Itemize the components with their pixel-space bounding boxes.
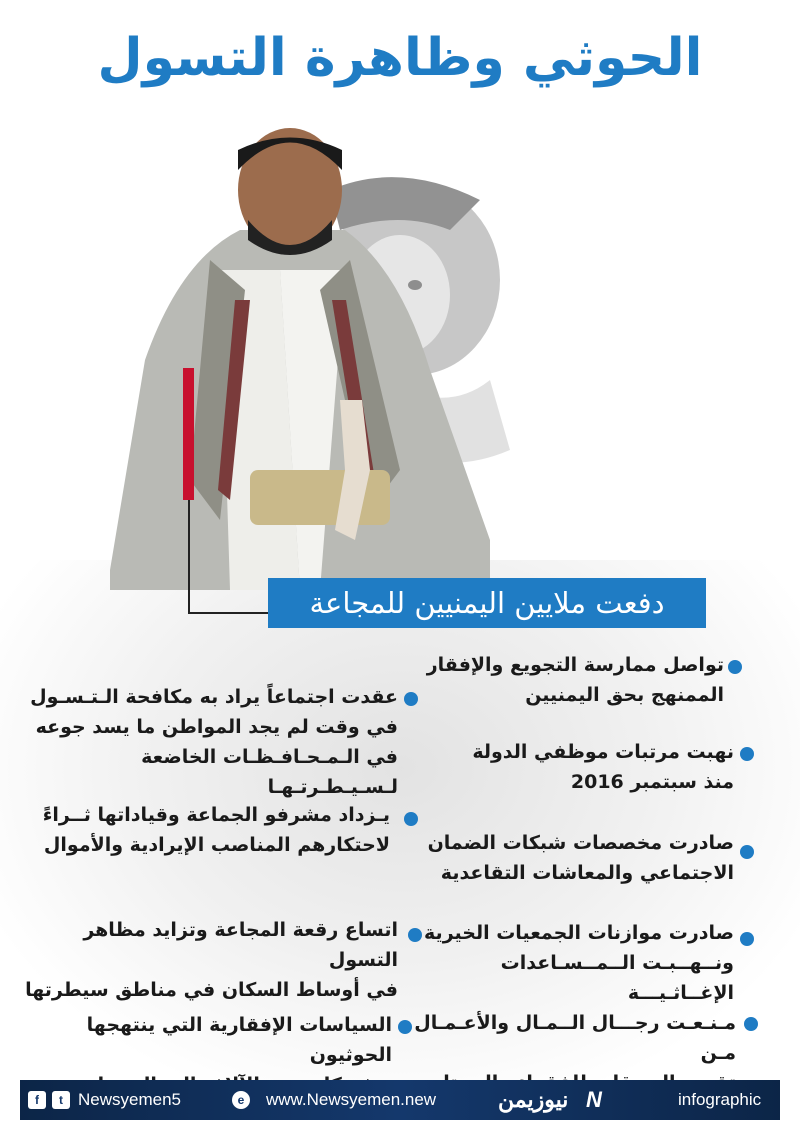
left-item-1-line-3: في الـمـحـافـظـات الخاضعة لـسـيـطـرتـهـا [141, 746, 398, 798]
headline-banner: دفعت ملايين اليمنيين للمجاعة [268, 578, 706, 628]
facebook-icon[interactable]: f [28, 1091, 46, 1109]
right-item-5-line-1: مـنـعـت رجـــال الــمـال والأعـمـال مـن [414, 1012, 736, 1064]
left-item-3 [18, 915, 398, 1005]
right-item-4 [394, 918, 734, 1008]
right-item-3 [394, 828, 734, 888]
bullet-dot [404, 812, 418, 826]
right-item-2-line-1: نهبت مرتبات موظفي الدولة [472, 741, 734, 763]
left-item-4-line-1: السياسات الإفقارية التي ينتهجها الحوثيون [86, 1014, 392, 1066]
left-item-2-line-1: يـزداد مشرفو الجماعة وقياداتها ثــراءً [42, 804, 390, 826]
page-title: الحوثي وظاهرة التسول [97, 28, 703, 88]
bullet-dot [740, 932, 754, 946]
hero-photo [70, 120, 560, 590]
bullet-dot [744, 1017, 758, 1031]
left-item-3-line-2: في أوساط السكان في مناطق سيطرتها [25, 979, 398, 1001]
connector-line [188, 500, 272, 614]
right-item-2-line-2: منذ سبتمبر 2016 [570, 771, 734, 793]
right-item-3-line-1: صادرت مخصصات شبكات الضمان [427, 832, 734, 854]
left-item-3-line-1: اتساع رقعة المجاعة وتزايد مظاهر التسول [83, 919, 398, 971]
left-item-1 [28, 682, 398, 802]
social-handle[interactable]: Newsyemen5 [78, 1090, 181, 1109]
right-item-2 [394, 737, 734, 797]
brand-logo-mark: N [586, 1087, 602, 1112]
bullet-dot [740, 747, 754, 761]
bullet-dot [398, 1020, 412, 1034]
right-item-1-line-1: تواصل ممارسة التجويع والإفقار [426, 654, 724, 676]
bullet-dot [404, 692, 418, 706]
brand-logo-text: نيوزيمن [498, 1087, 569, 1112]
footer-bar [20, 1080, 780, 1120]
bullet-dot [740, 845, 754, 859]
right-item-3-line-2: الاجتماعي والمعاشات التقاعدية [440, 862, 734, 884]
left-item-2-line-2: لاحتكارهم المناصب الإيرادية والأموال [43, 834, 390, 856]
right-item-4-line-2: ونــهــبـت الــمــسـاعدات الإغــاثـيـــة [500, 952, 734, 1004]
left-item-2 [30, 800, 390, 860]
infographic-tag: infographic [678, 1090, 762, 1109]
twitter-icon[interactable]: t [52, 1091, 70, 1109]
website-link[interactable]: www.Newsyemen.new [266, 1090, 437, 1109]
red-accent-bar [183, 368, 194, 500]
left-item-1-line-1: عقدت اجتماعاً يراد به مكافحة الـتـسـول [30, 686, 398, 708]
right-item-1-line-2: الممنهج بحق اليمنيين [525, 684, 724, 706]
left-item-1-line-2: في وقت لم يجد المواطن ما يسد جوعه [35, 716, 398, 738]
bullet-dot [728, 660, 742, 674]
bullet-dot [408, 928, 422, 942]
right-item-4-line-1: صادرت موازنات الجمعيات الخيرية [424, 922, 734, 944]
right-item-1 [384, 650, 724, 710]
web-icon: e [232, 1091, 250, 1109]
